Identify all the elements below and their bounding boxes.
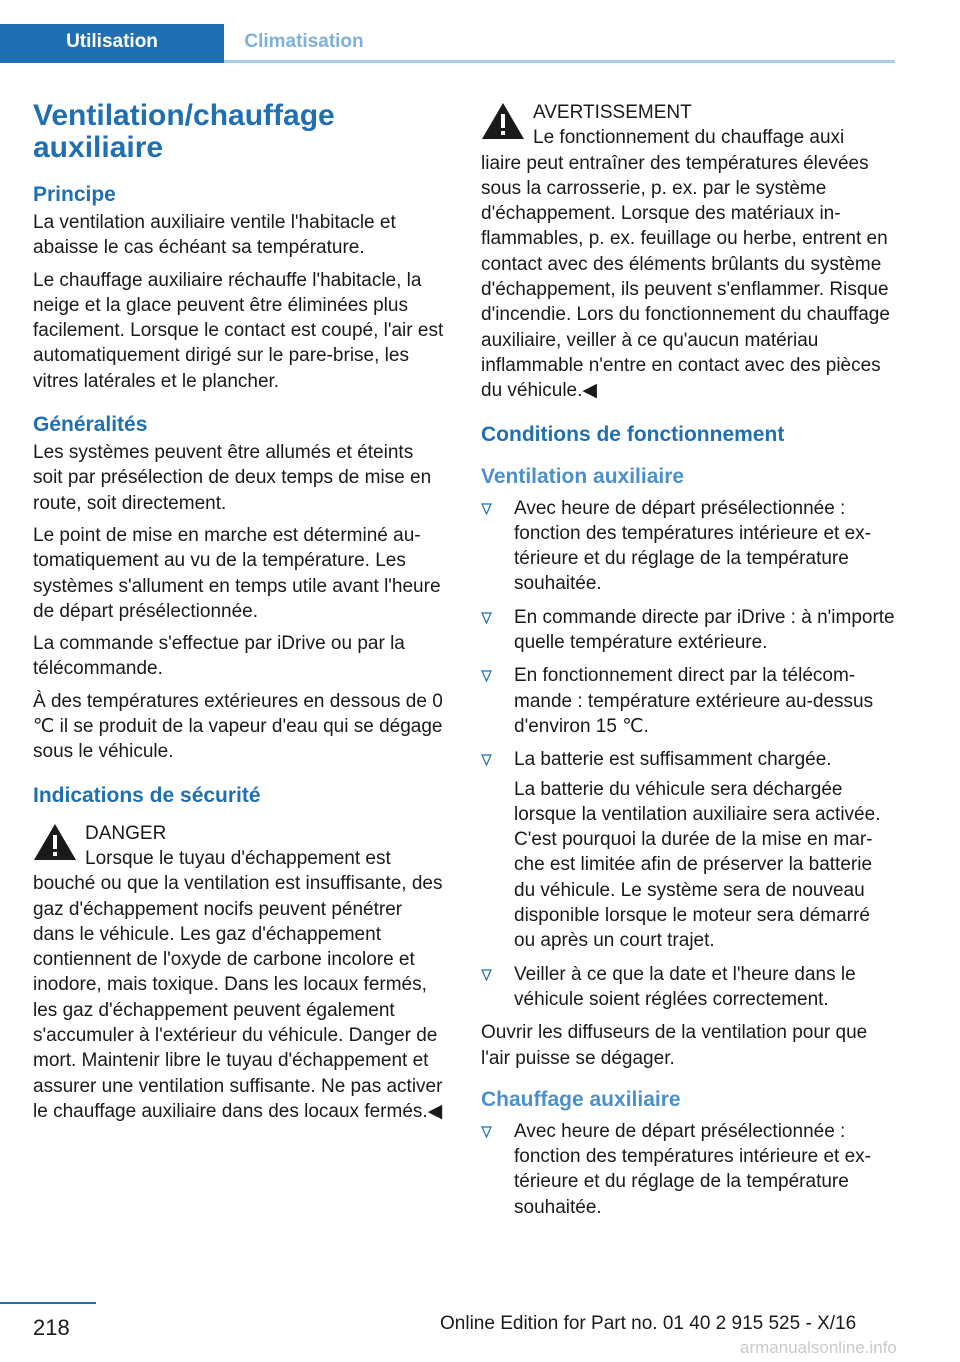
list-item xyxy=(481,663,895,739)
danger-notice xyxy=(33,821,447,1125)
paragraph: À des températures extérieures en dessous de 0 ℃ il se produit de la vapeur d'eau qui se dégage sous le véhicule. xyxy=(33,690,443,763)
paragraph: Le chauffage auxiliaire réchauffe l'habitacle, la neige et la glace peuvent être éliminées plus facilement. Lorsque le contact est coupé, l'air est automatiquement dirigé sur le pare-brise, les vitres latérales et le plancher. xyxy=(33,269,444,392)
paragraph: La commande s'effectue par iDrive ou par la télécommande. xyxy=(33,633,405,680)
subsection-heading-ventilation: Ventilation auxiliaire xyxy=(481,464,685,488)
paragraph: Ouvrir les diffuseurs de la ventilation pour que l'air puisse se dégager. xyxy=(481,1022,868,1069)
warning-triangle-icon xyxy=(33,823,77,861)
bullet-triangle-icon xyxy=(481,670,492,682)
warning-text: liaire peut entraîner des températures élevées sous la carrosserie, p. ex. par le système d'échappement. Lorsque des matériaux inflammables, p. ex. feuillage ou herbe, entrent en contact avec des éléments brûlants du système d'échappement, ils peuvent s'enflammer. Risque d'incendie. Lors du fonctionnement du chauffage auxiliaire, veiller à ce qu'aucun matériau inflammable n'entre en contact avec des pièces du véhicule.◀ xyxy=(481,152,890,402)
warning-label: AVERTISSEMENT xyxy=(533,102,692,123)
danger-text-first: Lorsque le tuyau d'échappement est xyxy=(85,847,391,869)
chauffage-list xyxy=(481,1119,895,1220)
bullet-triangle-icon xyxy=(481,612,492,624)
warning-text-first: Le fonctionnement du chauffage auxi xyxy=(533,127,845,149)
list-item-text: Avec heure de départ présélectionnée : fonction des températures intérieure et extérieure et du réglage de la température souhaitée. xyxy=(514,497,871,595)
tab-utilisation[interactable]: Utilisation xyxy=(0,24,224,60)
section-heading-conditions: Conditions de fonctionnement xyxy=(481,422,785,446)
danger-text: bouché ou que la ventilation est insuffisante, des gaz d'échappement nocifs peuvent pénétrer dans le véhicule. Les gaz d'échappement contiennent de l'oxyde de carbone incolore et inodore, mais toxique. Dans les locaux fermés, les gaz d'échappement peuvent également s'accumuler à l'extérieur du véhicule. Danger de mort. Maintenir libre le tuyau d'échappement et assurer une ventilation suffisante. Ne pas activer le chauffage auxiliaire dans des locaux fermés.◀ xyxy=(33,873,443,1122)
edition-text: Online Edition for Part no. 01 40 2 915 525 - X/16 xyxy=(440,1313,857,1334)
list-item xyxy=(481,962,895,1013)
list-item xyxy=(481,605,895,656)
bullet-triangle-icon xyxy=(481,969,492,981)
ventilation-list xyxy=(481,496,895,1013)
list-item-text: Veiller à ce que la date et l'heure dans le véhicule soient réglées correctement. xyxy=(514,963,856,1010)
list-item xyxy=(481,1119,895,1220)
footer-rule xyxy=(0,1302,96,1304)
paragraph: La ventilation auxiliaire ventile l'habitacle et abaisse le cas échéant sa température. xyxy=(33,212,396,259)
warning-triangle-icon xyxy=(481,102,525,140)
list-item-text: La batterie est suffisamment chargée. xyxy=(514,749,832,771)
watermark: armanualsonline.info xyxy=(740,1338,897,1357)
tab-climatisation[interactable]: Climatisation xyxy=(244,31,364,52)
bullet-triangle-icon xyxy=(481,1126,492,1138)
section-heading-generalites: Généralités xyxy=(33,413,148,437)
section-heading-principe: Principe xyxy=(33,183,116,206)
danger-label: DANGER xyxy=(85,822,167,844)
paragraph: Les systèmes peuvent être allumés et éteints soit par présélection de deux temps de mise en route, soit directement. xyxy=(33,442,432,514)
list-item-text: En commande directe par iDrive : à n'importe quelle température extérieure. xyxy=(514,606,895,654)
battery-note: La batterie du véhicule sera déchargée lorsque la ventilation auxiliaire sera activée. C'est pourquoi la durée de la mise en marche est limitée afin de préserver la batterie du véhicule. Le système sera de nouveau disponible lorsque le moteur sera démarré ou après un court trajet. xyxy=(514,778,881,952)
bullet-triangle-icon xyxy=(481,754,492,766)
list-item xyxy=(481,747,895,953)
page-title: Ventilation/chauffage auxiliaire xyxy=(33,99,335,164)
page-number: 218 xyxy=(33,1315,70,1340)
list-item-text: Avec heure de départ présélectionnée : fonction des températures intérieure et extérieure et du réglage de la température souhaitée. xyxy=(514,1120,871,1218)
section-heading-securite: Indications de sécurité xyxy=(33,783,261,807)
tab-underline-light xyxy=(224,60,895,63)
list-item xyxy=(481,496,895,597)
subsection-heading-chauffage: Chauffage auxiliaire xyxy=(481,1087,681,1111)
warning-notice xyxy=(481,100,895,404)
paragraph: Le point de mise en marche est déterminé automatiquement au vu de la température. Les systèmes s'allument en temps utile avant l'heure de départ présélectionnée. xyxy=(33,524,441,622)
right-column xyxy=(481,100,895,1228)
list-item-text: En fonctionnement direct par la télécommande : température extérieure au-dessus d'environ 15 ℃. xyxy=(514,665,874,737)
left-column xyxy=(33,100,447,1138)
header-tabbar xyxy=(0,24,895,62)
bullet-triangle-icon xyxy=(481,503,492,515)
